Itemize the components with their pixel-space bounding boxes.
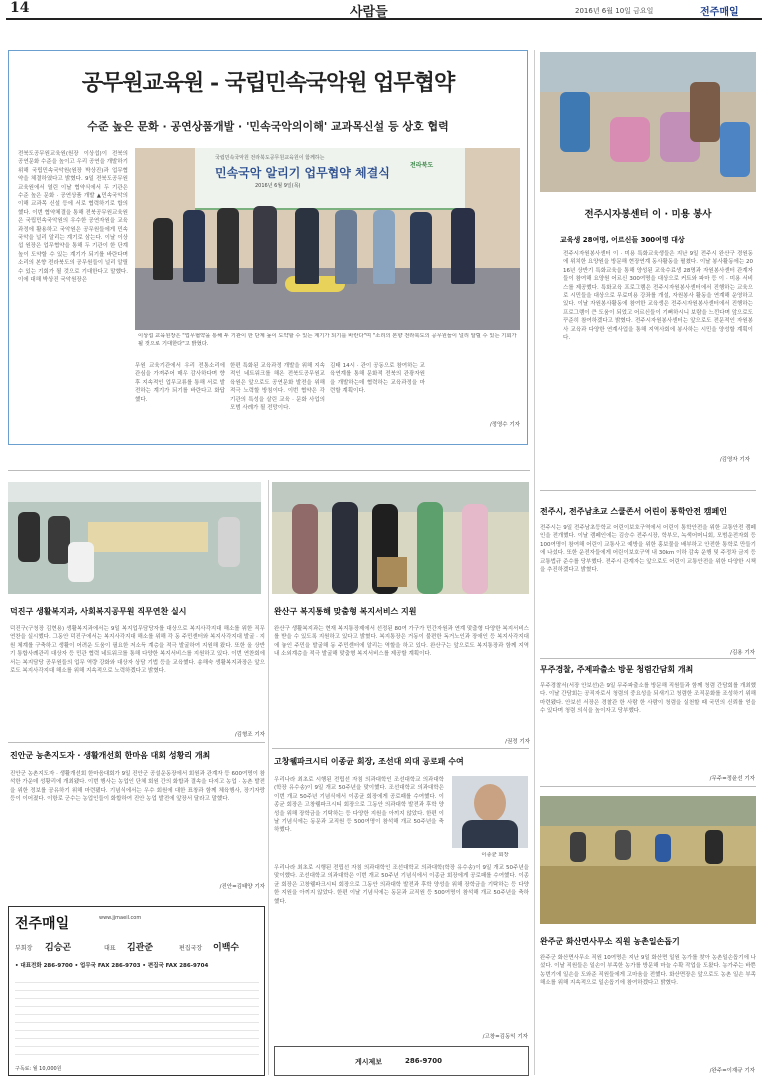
field-background [540,796,756,826]
person [462,504,488,594]
farm-help-headline: 완주군 화산면사무소 직원 농촌일손돕기 [540,937,680,946]
wanSan-welfare-photo [272,482,529,594]
farm-help-body: 완주군 화산면사무소 직원 10여명은 지난 9일 화산면 일원 농가를 찾아 농촌일손돕기에 나섰다. 이날 직원들은 일손이 부족한 농가를 방문해 마늘 수확 작업을 도왔다. 농가주는 바쁜 농번기에 일손을 도와준 직원들에게 고마움을 전했다. 화산면장은 앞으로도 농촌 일손 부족 해소를 위해 지속적으로 일손돕기에 참여하겠다고 밝혔다. [540,955,756,987]
person [335,210,357,284]
issue-date: 2016년 6월 10일 금요일 [575,7,654,15]
publisher-name: 김승곤 [45,943,72,953]
chief-label: 편집국장 [179,945,203,952]
row-divider [540,490,756,491]
masthead-website: www.jjmaeil.com [99,915,142,921]
field-foreground [540,866,756,924]
section-title: 사람들 [350,5,388,20]
award-body-bottom: 우리나라 최초로 시행된 전립선 자침 의과대학인 조선대학교 의과대학(학장 유수송)이 9일 개교 50주년을 맞이했다. 조선대학교 의과대학은 이번 개교 50주년 기념식에서 이종균 회장에게 공로패를 수여했다. 이종균 회장은 고창웰파크시티 회장으로 그동안 의과대학 발전과 후학 양성을 위해 장학금을 기탁하는 등 다양한 지원을 아끼지 않았다. 한편 이날 기념식에는 동문과 교직원 등 500여명이 참석해 개교 50주년을 축하했다. [274,865,529,905]
farmers-event-byline: /진안=김태양 기자 [219,884,265,890]
row-divider [8,470,530,471]
lead-photo [135,148,520,330]
banner-logo-text: 전라북도 [410,162,434,169]
person [218,517,240,567]
masthead-box [8,906,265,1076]
person [615,830,631,860]
gift-box [377,557,407,587]
lead-body-col3: 한편 특화된 교육과정 개발을 위해 지속적인 네트워크를 해온 전북도공무원교육원은 앞으로도 공연문화 발전을 위해 적극 노력할 방침이다. 이번 협약은 각 기관의 특성을 살린 교육 · 문화 사업의 모범 사례가 될 전망이다. [230,363,325,412]
banner-date-text: 2016년 6월 9일(목) [255,183,301,189]
safety-campaign-headline: 전주시, 전주남초교 스쿨존서 어린이 통학안전 캠페인 [540,507,727,516]
person [705,830,723,864]
row-divider [540,786,756,787]
person [48,516,70,564]
lead-headline: 공무원교육원 - 국립민속국악원 업무협약 [81,70,455,96]
volunteer-byline: /김영자 기자 [719,457,750,463]
person [417,502,443,594]
ad-phone: 286-9700 [405,1057,442,1065]
person [570,832,586,862]
portrait-photo [452,776,528,848]
column-divider [534,50,535,1075]
police-meeting-byline: /무주=정윤선 기자 [709,776,755,782]
person [373,210,395,284]
welfare-training-byline: /김형조 기자 [234,732,265,738]
police-meeting-headline: 무주경찰, 주제파출소 방문 청렴간담회 개최 [540,665,694,674]
person [18,512,40,562]
person [410,212,432,284]
person [253,206,277,284]
farmers-event-headline: 진안군 농촌지도자 · 생활개선회 한마음 대회 성황리 개최 [10,751,211,760]
photo-wall [8,482,261,502]
safety-campaign-body: 전주시는 9일 전주남초등학교 어린이보호구역에서 어린이 통학안전을 위한 교통안전 캠페인을 전개했다. 이날 캠페인에는 김승수 전주시장, 학부모, 녹색어머니회, 모범운전자회 등 100여명이 참여해 어린이 교통사고 예방을 위한 홍보물을 배부하고 안전한 통학로 만들기에 나섰다. 또한 운전자들에게 어린이보호구역 내 30km 이하 감속 운행 및 주정차 금지 등 교통법규 준수를 당부했다. 전주시 관계자는 앞으로도 어린이 교통안전을 위한 다양한 시책을 추진하겠다고 밝혔다. [540,525,756,574]
lead-photo-caption: 이상섭 교육원장은 "업무협약을 통해 두 기관이 한 단계 높이 도약할 수 있는 계기가 되기를 바란다"며 "소리의 본향 전라북도의 공무원들이 널리 알릴 수 있는 기회가 될 것으로 기대한다"고 밝혔다. [138,333,517,347]
portrait-caption: 이종균 회장 [481,852,509,858]
farmers-event-body: 진안군 농촌지도자 · 생활개선회 한마음대회가 9일 진안군 공설운동장에서 회원과 관계자 등 600여명이 참석한 가운데 성황리에 개최됐다. 이번 행사는 농업인 단체 회원 간의 화합과 결속을 다지고 농업 · 농촌 발전을 위한 정보를 공유하기 위해 마련됐다. 기념식에서는 우수 회원에 대한 표창과 함께 체육행사, 장기자랑 등이 이어졌다. 이항로 군수는 농업인들이 화합하여 진안 농업 발전에 앞장서 달라고 말했다. [10,771,265,803]
photo-wall [540,52,756,92]
person [720,122,750,177]
row-divider [540,658,756,659]
person [183,210,205,282]
bureau-list [15,975,259,1061]
table [88,522,208,552]
wanSan-welfare-headline: 완산구 복지통해 맞춤형 복지서비스 지원 [274,607,417,616]
lead-body-col4: 김태 14시 · 관이 공동으로 참여하는 교육연계를 통해 문화적 전북의 관광자원을 개발하는데 협력하는 교육과정을 마련할 계획이다. [330,363,425,395]
chief-name: 이백수 [213,943,240,953]
award-headline: 고창웰파크시티 이종균 회장, 조선대 의대 공로패 수여 [274,757,464,766]
person [690,82,720,142]
award-body-top: 우리나라 최초로 시행된 전립선 자침 의과대학인 조선대학교 의과대학(학장 유수송)이 9일 개교 50주년을 맞이했다. 조선대학교 의과대학은 이번 개교 50주년 기념식에서 이종균 회장에게 공로패를 수여했다. 이종균 회장은 고창웰파크시티 회장으로 그동안 의과대학 발전과 후학 양성을 위해 장학금을 기탁하는 등 다양한 지원을 아끼지 않았다. 한편 이날 기념식에는 동문과 교직원 등 500여명이 참석해 개교 50주년을 축하했다. [274,777,444,834]
row-divider [8,742,265,743]
ad-label: 게시제보 [355,1058,383,1066]
ad-box [274,1046,529,1076]
person [217,208,239,284]
person [295,208,319,284]
volunteer-photo [540,52,756,192]
welfare-training-headline: 덕진구 생활복지과, 사회복지공무원 직무연찬 실시 [10,607,187,616]
banner-main-text: 민속국악 알리기 업무협약 체결식 [215,166,390,180]
divider [272,748,529,749]
volunteer-body: 전주시자원봉사센터 이 · 미용 특화교육생들은 지난 9일 전주시 완산구 경원동에 위치한 요양원을 방문해 현장연계 동사활동을 펼쳤다. 이날 봉사활동에는 2016년 상반기 특화교육을 통해 양성된 교육수료생 28명과 자원봉사센터 관계자들이 참여해 요양원 어르신 300여명을 대상으로 커트와 파마 등 이 · 미용 서비스를 제공했다. 특화교육 프로그램은 전주시자원봉사센터에서 진행하는 교육으로 시민들을 대상으로 무료미용 강좌를 개설, 자원봉사 활동을 연계해 운영하고 있다. 이날 자원봉사활동에 참여한 교육생은 전주시자원봉사센터에서 진행하는 프로그램이 큰 도움이 되었고 어르신들이 기뻐하시니 보람을 느낀다며 앞으로도 꾸준히 참여하겠다고 밝혔다. 전주시자원봉사센터는 앞으로도 전문적인 자원봉사 교육과 다양한 연계사업을 통해 지역사회에 봉사하는 시민을 양성할 계획이다. [563,251,753,342]
volunteer-headline: 전주시자봉센터 이 · 미용 봉사 [584,209,712,220]
person [560,92,590,152]
person [68,542,94,582]
award-byline: /고창=김동익 기자 [482,1034,528,1040]
ceo-label: 대표 [104,945,116,952]
farm-help-photo [540,796,756,924]
masthead-phones: • 대표전화 286-9700 • 업무국 FAX 286-9703 • 편집국 FAX 286-9704 [15,963,209,969]
person [292,504,318,594]
volunteer-subheadline: 교육생 28여명, 어르신들 300여명 대상 [560,236,685,244]
welfare-training-photo [8,482,261,594]
masthead-name: 전주매일 [15,916,70,932]
police-meeting-body: 무주경찰서(서장 안보선)은 9일 무주파출소를 방문해 직원들과 함께 청렴 간담회를 개최했다. 이날 간담회는 공직자로서 청렴의 중요성을 되새기고 청렴한 조직문화를 조성하기 위해 마련됐다. 안보선 서장은 경찰관 한 사람 한 사람이 청렴을 실천할 때 국민의 신뢰를 얻을 수 있다며 청렴 의식을 높이자고 당부했다. [540,683,756,715]
portrait-face [474,784,506,822]
paper-name: 전주매일 [700,7,739,18]
lead-byline: /정영수 기자 [489,422,520,428]
page-number: 14 [10,0,30,16]
welfare-training-body: 덕진구(구청장 김현용) 생활복지과에서는 9일 복지업무담당자를 대상으로 복지사각지대 해소를 위한 직무연찬을 실시했다. 그동안 덕진구에서는 복지사각지대 해소를 위해 각 동 주민센터와 복지사각지대 발굴 · 지원 체계를 구축하고 생활이 어려운 도움이 필요한 저소득 계층을 적극 발굴하여 지원해 왔다. 또한 올 상반기 통합사례관리 대상자 등 민관 협력 네트워크를 통해 다양한 복지서비스를 지원하고 있다. 이번 연찬회에서는 복지담당 공무원들의 업무 역량 강화와 대상자 상담 기법 등을 교육했다. 송해숙 생활복지과장은 앞으로도 복지사각지대 해소를 위해 지속적으로 노력하겠다고 밝혔다. [10,626,265,675]
person [153,218,173,280]
farm-help-byline: /완주=이재규 기자 [709,1068,755,1074]
masthead-footer: 구독료: 월 10,000원 [15,1066,62,1072]
safety-campaign-byline: /김용 기자 [730,650,755,656]
wanSan-welfare-byline: /권정 기자 [505,739,530,745]
portrait-suit [462,820,518,848]
ceo-name: 김관준 [127,943,154,953]
person [332,502,358,594]
event-banner [195,148,465,210]
person [655,834,671,862]
column-divider [268,480,269,1075]
person [451,208,475,284]
banner-top-text: 국립민속국악원 전라북도공무원교육원이 함께하는 [215,155,325,161]
salon-cape [610,117,650,162]
lead-subheadline: 수준 높은 문화 · 공연상품개발 · '민속국악의이해' 교과목신설 등 상호 협력 [87,120,449,133]
wanSan-welfare-body: 완산구 생활복지과는 현재 복지통장제에서 선정된 80여 가구가 민간자원과 연계 맞춤형 다양한 복지서비스를 받을 수 있도록 지원하고 있다고 밝혔다. 복지통장은 거동이 불편한 독거노인과 장애인 등 복지사각지대에 놓인 주민을 발굴해 동 주민센터에 알리는 역할을 하고 있다. 완산구는 앞으로도 복지통장과 함께 지역 내 소외계층을 적극 발굴해 맞춤형 복지서비스를 제공할 계획이다. [274,626,529,658]
publisher-label: 부회장 [15,945,33,952]
lead-body-col2: 무원 교육기관에서 우리 전통소리에 관심을 가져주어 매우 감사하다며 향후 지속적인 업무교류를 통해 서로 발전하는 계기가 되기를 바란다고 화답했다. [135,363,225,403]
lead-body-col1: 전북도공무원교육원(원장 이상섭)이 전북의 공연문화 수준을 높이고 우리 공연을 개발하기 위해 국립민속국악원(원장 박상진)과 업무협약을 체결하였다고 밝혔다. 9일 전북도공무원교육원에서 열린 이날 협약식에서 두 기관은 수준 높은 문화 · 공연상품 개발 ▲민속국악의 이해 교과목 신설 등에 서로 협력하기로 합의했다. 이번 협약체결을 통해 전북공무원교육원은 국립민속국악원의 우수한 공연자원을 교육과정에 활용하고 국악원은 공무원들에게 민속국악을 널리 알리는 계기로 삼는다. 이날 이상섭 원장은 업무협약을 통해 두 기관이 한 단계 높이 도약할 수 있는 계기가 되기를 바란다며 소리의 본향 전라북도의 공무원들이 널리 알릴 수 있는 기회가 될 것으로 기대한다고 말했다. 이에 대해 박상진 국악원장은 [18,151,128,284]
